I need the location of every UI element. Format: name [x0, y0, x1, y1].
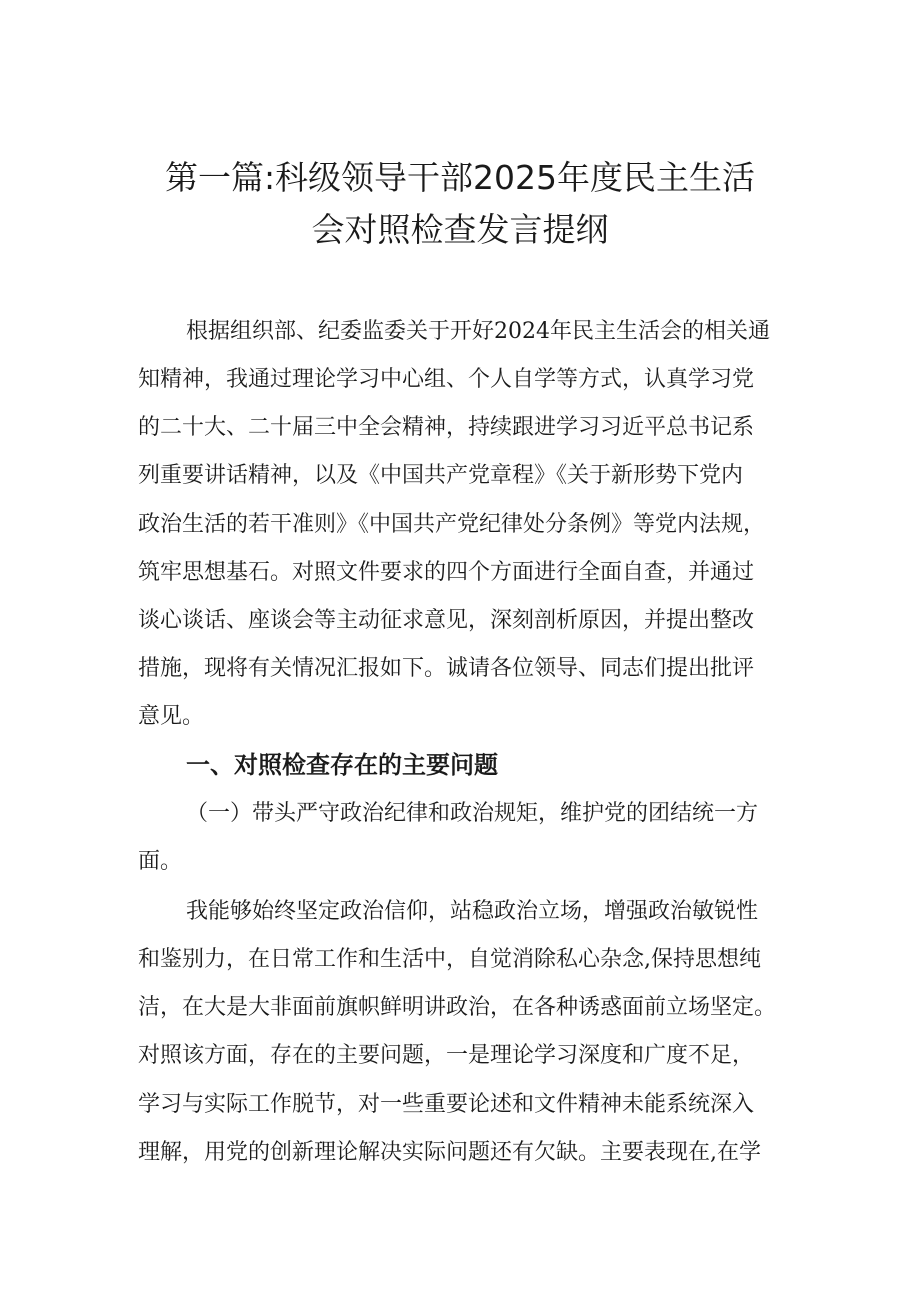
intro-line: 的二十大、二十届三中全会精神，持续跟进学习习近平总书记系	[138, 415, 755, 440]
document-title-line-2: 会对照检查发言提纲	[311, 210, 609, 249]
section-heading: 一、对照检查存在的主要问题	[186, 751, 498, 779]
body-line: 我能够始终坚定政治信仰，站稳政治立场，增强政治敏锐性	[186, 899, 759, 924]
intro-line: 根据组织部、纪委监委关于开好2024年民主生活会的相关通	[186, 319, 770, 344]
intro-line: 知精神，我通过理论学习中心组、个人自学等方式，认真学习党	[138, 367, 755, 392]
intro-line: 意见。	[138, 704, 205, 729]
intro-line: 筑牢思想基石。对照文件要求的四个方面进行全面自查，并通过	[138, 560, 755, 585]
subsection-line: （一）带头严守政治纪律和政治规矩，维护党的团结统一方	[186, 801, 759, 826]
document-title-line-1: 第一篇:科级领导干部2025年度民主生活	[164, 158, 756, 197]
body-line: 和鉴别力，在日常工作和生活中，自觉消除私心杂念,保持思想纯	[138, 947, 761, 972]
body-line: 洁，在大是大非面前旗帜鲜明讲政治，在各种诱惑面前立场坚定。	[138, 995, 777, 1020]
body-line: 理解，用党的创新理论解决实际问题还有欠缺。主要表现在,在学	[138, 1140, 761, 1165]
body-line: 对照该方面，存在的主要问题，一是理论学习深度和广度不足，	[138, 1043, 755, 1068]
intro-line: 列重要讲话精神，以及《中国共产党章程》《关于新形势下党内	[138, 463, 744, 488]
intro-line: 政治生活的若干准则》《中国共产党纪律处分条例》等党内法规，	[138, 512, 766, 537]
body-line: 学习与实际工作脱节，对一些重要论述和文件精神未能系统深入	[138, 1092, 755, 1117]
subsection-line: 面。	[138, 849, 183, 874]
intro-line: 谈心谈话、座谈会等主动征求意见，深刻剖析原因，并提出整改	[138, 608, 755, 633]
intro-line: 措施，现将有关情况汇报如下。诚请各位领导、同志们提出批评	[138, 656, 755, 681]
